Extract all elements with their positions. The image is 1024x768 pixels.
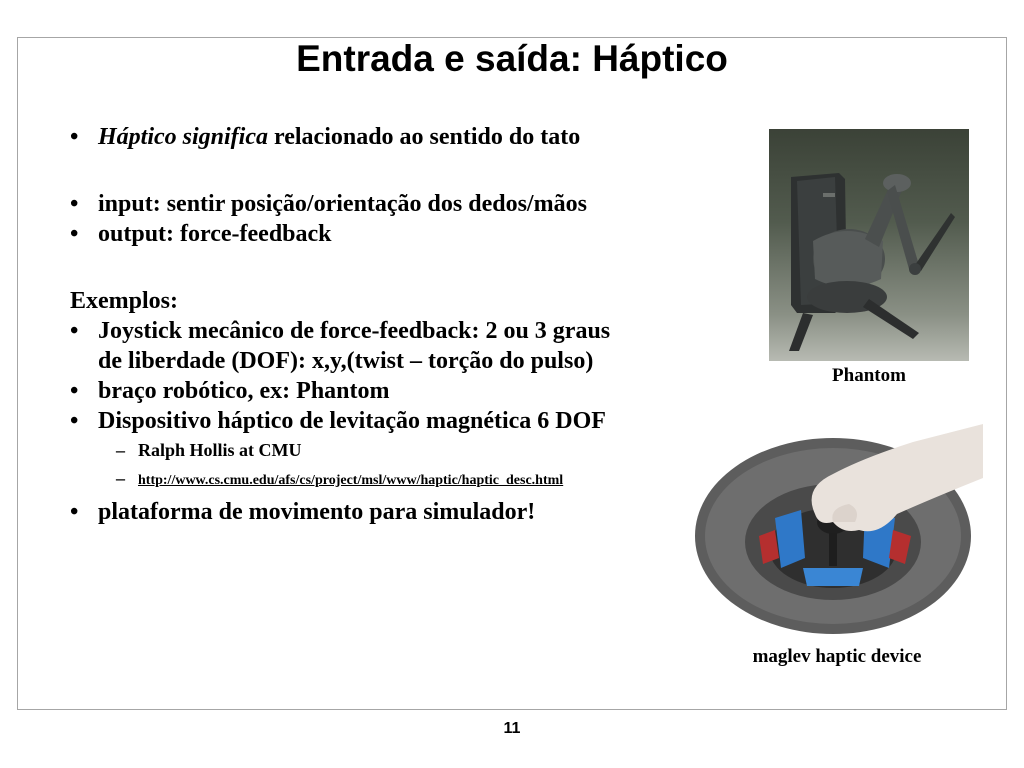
haptic-desc-link[interactable]: http://www.cs.cmu.edu/afs/cs/project/msl/www/haptic/haptic_desc.html: [138, 473, 564, 488]
bullet-motion-platform: • plataforma de movimento para simulador!: [70, 497, 720, 527]
bullet-input: • input: sentir posição/orientação dos dedos/mãos: [70, 189, 720, 219]
haptic-term: Háptico significa: [98, 124, 268, 150]
bullet-maglev: • Dispositivo háptico de levitação magnética 6 DOF: [70, 406, 720, 436]
examples-heading: Exemplos:: [70, 288, 178, 314]
maglev-device-illustration: [683, 418, 983, 643]
phantom-caption: Phantom: [832, 365, 906, 386]
joystick-line-1: • Joystick mecânico de force-feedback: 2 ou 3 graus: [98, 318, 611, 344]
page-number: 11: [503, 720, 521, 737]
maglev-device-photo: [683, 418, 983, 643]
phantom-device-illustration: [769, 129, 969, 361]
sub-bullet-link: [70, 464, 720, 495]
slide-content: [70, 122, 720, 527]
haptic-definition-text: relacionado ao sentido do tato: [268, 124, 581, 150]
sub-bullet-ralph-hollis: – Ralph Hollis at CMU: [70, 436, 720, 464]
bullet-output: • output: force-feedback: [70, 219, 720, 249]
joystick-line-2: de liberdade (DOF): x,y,(twist – torção do pulso): [98, 348, 594, 374]
phantom-device-photo: [769, 129, 969, 361]
bullet-joystick: [70, 316, 720, 376]
maglev-caption: maglev haptic device: [752, 646, 922, 667]
slide-title: Entrada e saída: Háptico: [296, 38, 728, 79]
bullet-haptic-definition: [70, 122, 720, 152]
bullet-robot-arm: • braço robótico, ex: Phantom: [70, 376, 720, 406]
